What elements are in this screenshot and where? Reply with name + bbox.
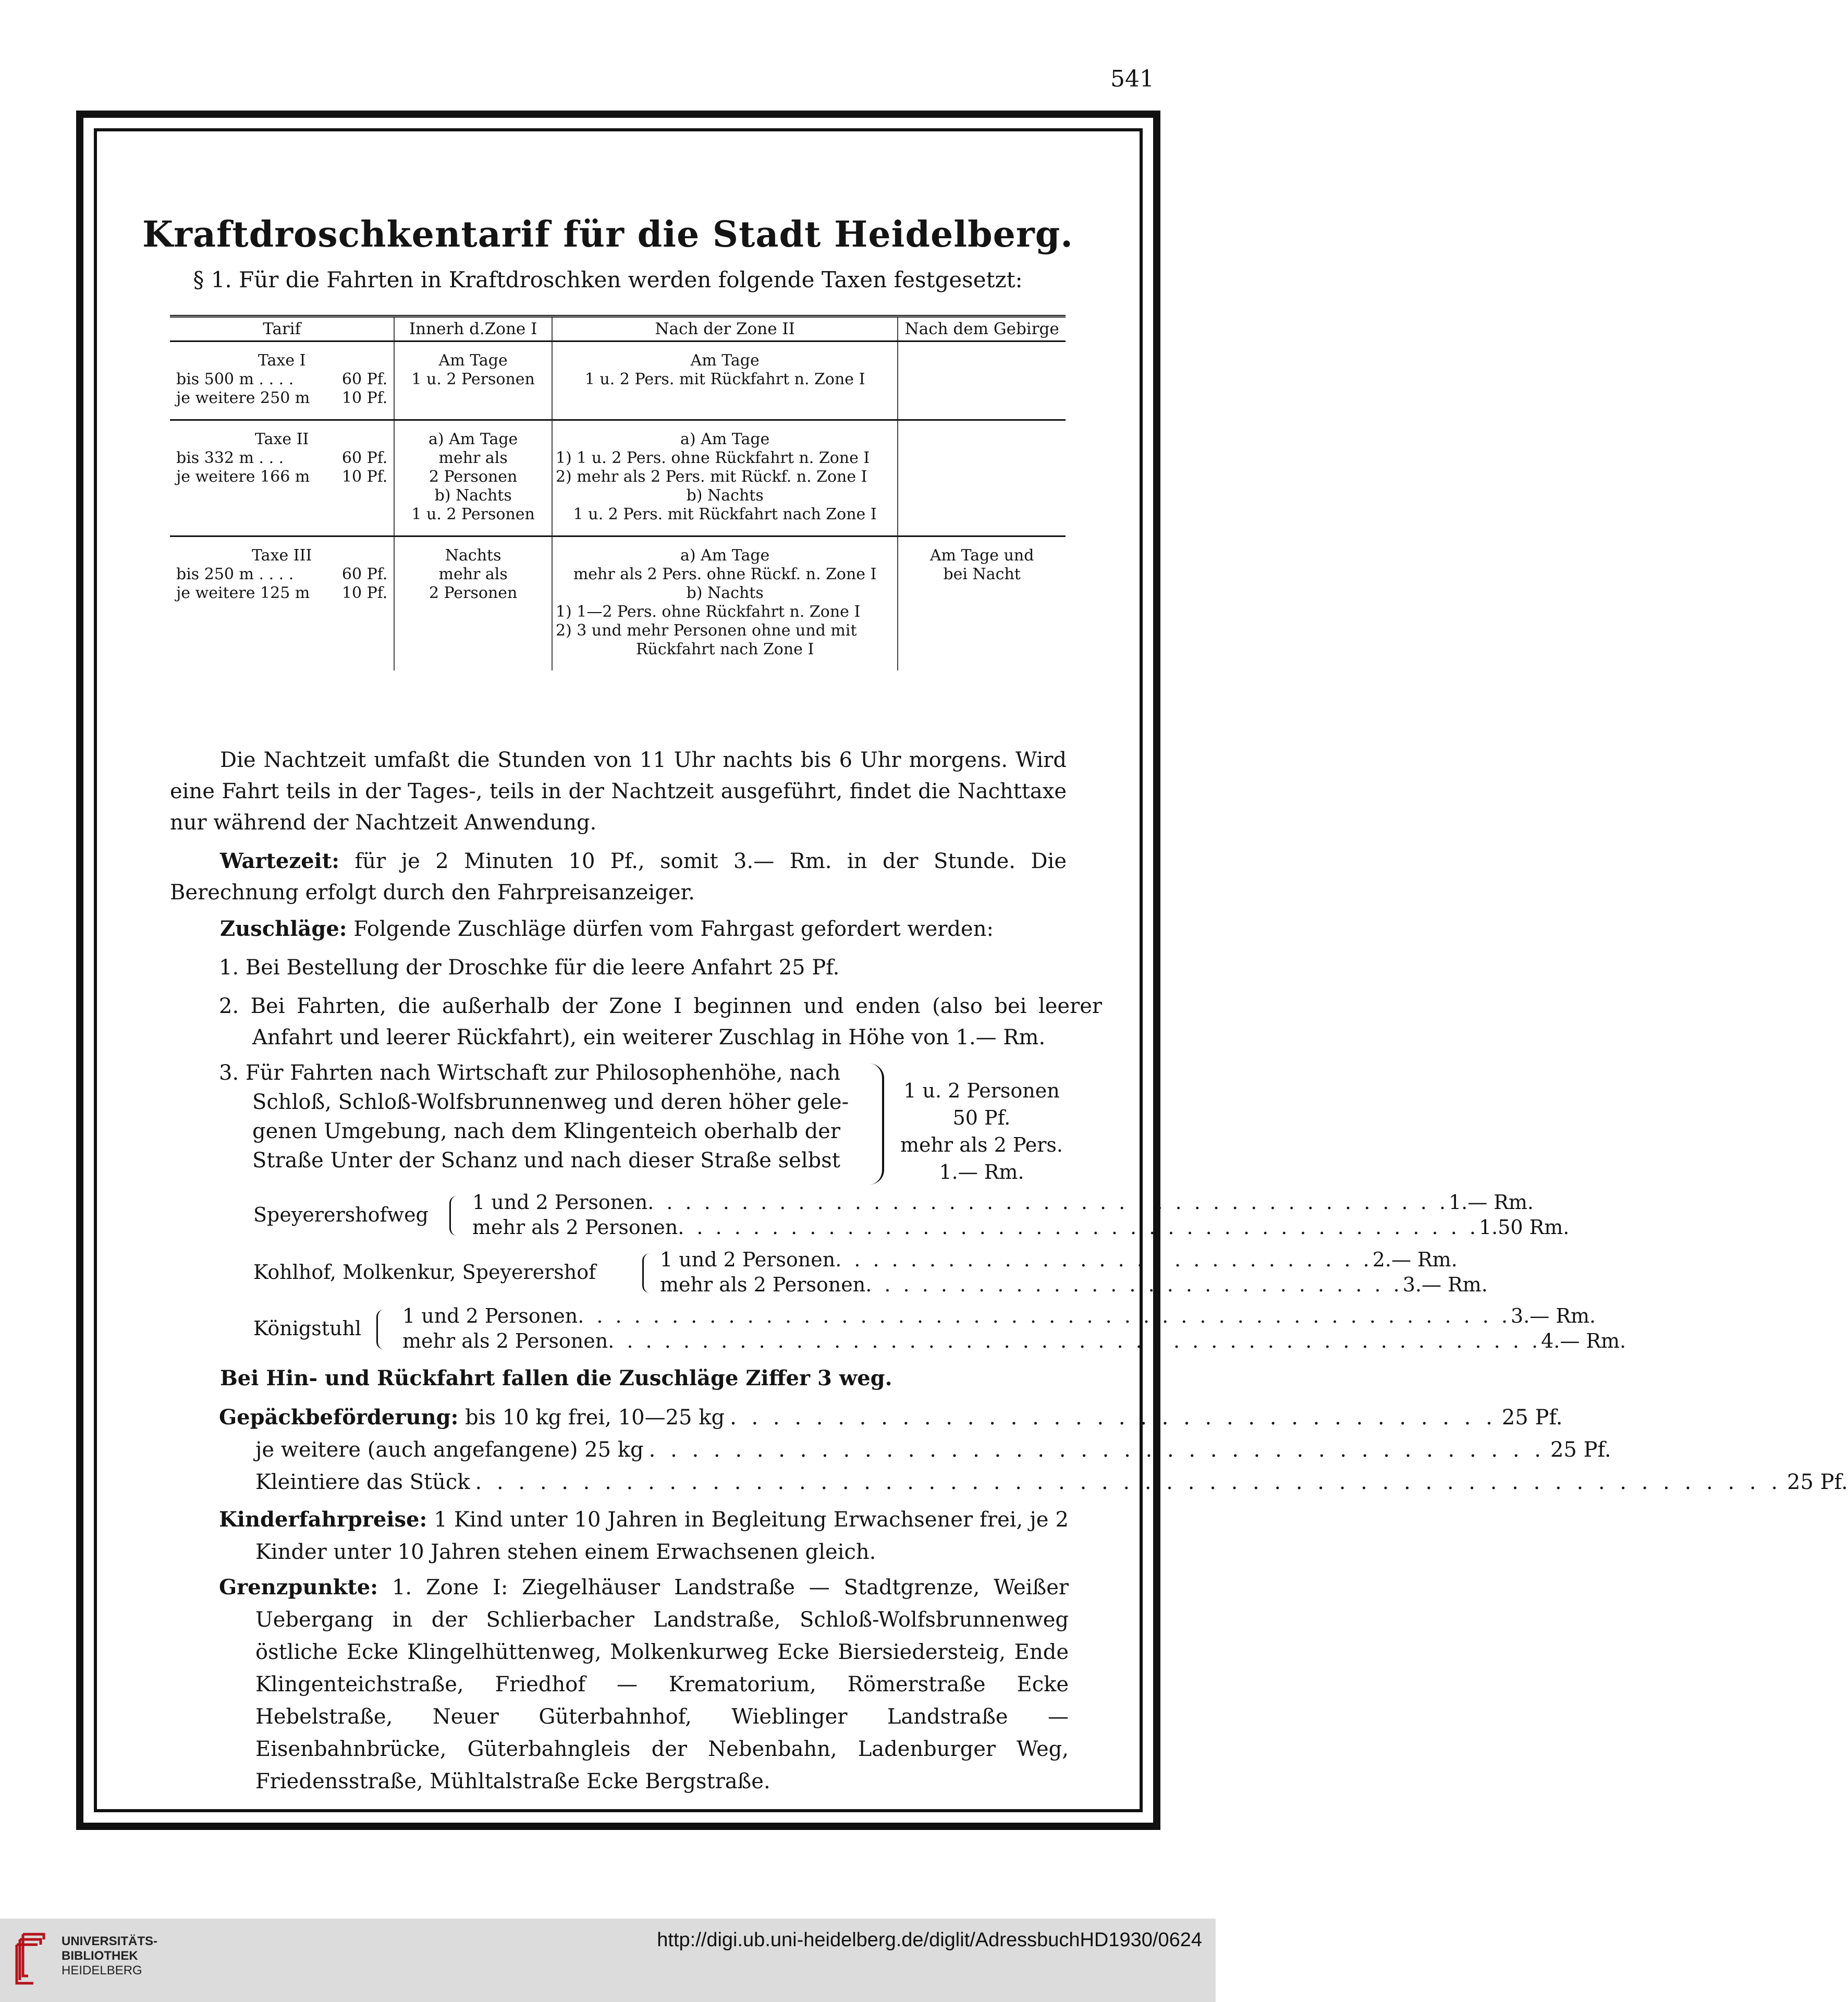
surcharge-item-2: 2. Bei Fahrten, die außerhalb der Zone I beginnen und enden (also bei leerer Anfahrt und leerer Rückfahrt), ein weiterer Zuschlag in Höhe von 1.— Rm. xyxy=(219,994,1102,1049)
surcharge-row: 1 und 2 Personen . . . . . . . . . . . . . . . . . . . . . . . . . . . . . . . . . . . . . . . . . . . . . . . . . . 3.— Rm. xyxy=(402,1304,1596,1327)
tarif-name: Taxe I xyxy=(258,351,306,370)
gebirge-cell: Am Tage und bei Nacht xyxy=(929,546,1034,583)
zone1-cell: Nachts mehr als 2 Personen xyxy=(394,536,552,671)
table-row xyxy=(170,536,1066,671)
library-logo-icon xyxy=(13,1924,54,1986)
surcharge-koenigstuhl xyxy=(253,1303,1626,1356)
luggage-label: Gepäckbeförderung: xyxy=(219,1405,459,1430)
header-zone1: Innerh d.Zone I xyxy=(394,316,552,341)
zone1-cell: a) Am Tage mehr als 2 Personen b) Nachts 1 u. 2 Personen xyxy=(394,420,552,536)
page-number: 541 xyxy=(1110,66,1154,92)
header-zone2: Nach der Zone II xyxy=(552,316,898,341)
dot-leader: . . . . . . . . . . . . . . . . . . . . . . . . . . . . . . . . . . . . . . . . . . xyxy=(648,1438,1545,1462)
tariff-table-header-row xyxy=(170,316,1066,341)
surcharge-item-3-prices: 1 u. 2 Personen 50 Pf. mehr als 2 Pers. 1.— Rm. xyxy=(900,1079,1063,1183)
tarif-line: bis 250 m . . . . 60 Pf. xyxy=(176,565,388,583)
surcharge-row: mehr als 2 Personen . . . . . . . . . . . . . . . . . . . . . . . . . . . . . 3.— Rm. xyxy=(660,1273,1488,1296)
night-time-paragraph: Die Nachtzeit umfaßt die Stunden von 11 Uhr nachts bis 6 Uhr morgens. Wird eine Fahrt teils in der Tages-, teils in der Nachtzeit ausgeführt, findet die Nachttaxe nur während der Nachtzeit Anwendung. xyxy=(170,748,1067,835)
gebirge-cell xyxy=(898,341,1066,420)
surcharge-kohlhof xyxy=(253,1247,1488,1299)
surcharges-heading xyxy=(170,913,1067,945)
tarif-cell xyxy=(170,341,394,420)
luggage-section xyxy=(219,1401,1848,1498)
waiting-label: Wartezeit: xyxy=(220,849,339,873)
surcharge-row: 1 und 2 Personen . . . . . . . . . . . . . . . . . . . . . . . . . . . . . . . . . . . . . . . . . . . 1.— Rm. xyxy=(472,1191,1534,1214)
waiting-time-paragraph xyxy=(170,846,1067,908)
children-text: 1 Kind unter 10 Jahren in Begleitung Erwachsener frei, je 2 Kinder unter 10 Jahren stehen einem Erwachsenen gleich. xyxy=(255,1508,1069,1564)
surcharge-label: Königstuhl xyxy=(253,1317,362,1340)
luggage-row: Gepäckbeförderung: bis 10 kg frei, 10—25 kg . . . . . . . . . . . . . . . . . . . . . . . . . . . . . . . . . . . . 25 Pf. xyxy=(219,1401,1069,1434)
surcharge-row: 1 und 2 Personen . . . . . . . . . . . . . . . . . . . . . . . . . . . . . 2.— Rm. xyxy=(660,1248,1458,1271)
dot-leader: . . . . . . . . . . . . . . . . . . . . . . . . . . . . . xyxy=(835,1248,1373,1271)
dot-leader: . . . . . . . . . . . . . . . . . . . . . . . . . . . . . . . . . . . . . . . . . . . . . . . . . . xyxy=(608,1329,1541,1352)
library-name: UNIVERSITÄTS- BIBLIOTHEK HEIDELBERG xyxy=(62,1934,158,1977)
surcharge-item-1: 1. Bei Bestellung der Droschke für die leere Anfahrt 25 Pf. xyxy=(219,956,840,980)
table-row xyxy=(170,420,1066,536)
waiting-text: für je 2 Minuten 10 Pf., somit 3.— Rm. in der Stunde. Die Berechnung erfolgt durch den Fahrpreisanzeiger. xyxy=(170,849,1067,905)
dot-leader: . . . . . . . . . . . . . . . . . . . . . . . . . . . . . . . . . . . . . . . . . . . . . . . . . . xyxy=(578,1304,1511,1327)
children-fares-paragraph xyxy=(219,1504,1069,1568)
zone2-cell: a) Am Tage 1) 1 u. 2 Pers. ohne Rückfahrt n. Zone I 2) mehr als 2 Pers. mit Rückf. n. Zone I b) Nachts 1 u. 2 Pers. mit Rückfahrt nach Zone I xyxy=(552,420,898,536)
surcharges-label: Zuschläge: xyxy=(220,917,347,941)
tarif-name: Taxe III xyxy=(252,546,312,565)
surcharge-row: mehr als 2 Personen . . . . . . . . . . . . . . . . . . . . . . . . . . . . . . . . . . . . . . . . . . . 1.50 Rm. xyxy=(472,1216,1570,1239)
tarif-name: Taxe II xyxy=(254,430,309,448)
dot-leader: . . . . . . . . . . . . . . . . . . . . . . . . . . . . . . . . . . . . xyxy=(730,1406,1497,1430)
tariff-table xyxy=(170,315,1066,670)
header-gebirge: Nach dem Gebirge xyxy=(898,316,1066,341)
boundary-text: 1. Zone I: Ziegelhäuser Landstraße — Stadtgrenze, Weißer Uebergang in der Schlierbacher Landstraße, Schloß-Wolfsbrunnenweg östliche Ecke Klingelhüttenweg, Molkenkurweg Ecke Biersiedersteig, Ende Klingenteichstraße, Friedhof — Krematorium, Römerstraße Ecke Hebelstraße, Neuer Güterbahnhof, Wieblinger Landstraße — Eisenbahnbrücke, Güterbahngleis der Nebenbahn, Ladenburger Weg, Friedensstraße, Mühltalstraße Ecke Bergstraße. xyxy=(255,1576,1069,1793)
table-row xyxy=(170,341,1066,420)
surcharge-item-3-text: 3. Für Fahrten nach Wirtschaft zur Philosophenhöhe, nach Schloß, Schloß-Wolfsbrunnenweg und deren höher gele- genen Umgebung, nach dem Klingenteich oberhalb der Straße Unter der Schanz und nach dieser Straße selbst xyxy=(219,1061,849,1173)
left-brace xyxy=(376,1310,385,1349)
luggage-row: je weitere (auch angefangene) 25 kg . . . . . . . . . . . . . . . . . . . . . . . . . . . . . . . . . . . . . . . . . . 25 Pf. xyxy=(219,1434,1069,1466)
dot-leader: . . . . . . . . . . . . . . . . . . . . . . . . . . . . . . . . . . . . . . . . . . . . . . . . . . . . . . . . . . . . . xyxy=(475,1470,1782,1494)
dot-leader: . . . . . . . . . . . . . . . . . . . . . . . . . . . . . . . . . . . . . . . . . . . xyxy=(647,1191,1449,1214)
tarif-line: bis 500 m . . . . 60 Pf. xyxy=(176,370,388,388)
left-brace xyxy=(449,1196,458,1236)
luggage-row: Kleintiere das Stück . . . . . . . . . . . . . . . . . . . . . . . . . . . . . . . . . . . . . . . . . . . . . . . . . . . . . . . . . . . . . 25 Pf. xyxy=(219,1466,1069,1498)
surcharge-note: Bei Hin- und Rückfahrt fallen die Zuschläge Ziffer 3 weg. xyxy=(220,1366,892,1390)
children-label: Kinderfahrpreise: xyxy=(219,1507,427,1532)
boundary-points-paragraph xyxy=(219,1571,1069,1798)
surcharges-text: Folgende Zuschläge dürfen vom Fahrgast gefordert werden: xyxy=(347,917,994,941)
intro-paragraph: § 1. Für die Fahrten in Kraftdroschken werden folgende Taxen festgesetzt: xyxy=(193,267,1023,292)
zone2-cell: a) Am Tage mehr als 2 Pers. ohne Rückf. n. Zone I b) Nachts 1) 1—2 Pers. ohne Rückfahrt n. Zone I 2) 3 und mehr Personen ohne und mit Rückfahrt nach Zone I xyxy=(552,536,898,671)
tarif-cell xyxy=(170,420,394,536)
right-brace xyxy=(870,1064,884,1185)
gebirge-cell xyxy=(898,420,1066,536)
tarif-line: bis 332 m . . . 60 Pf. xyxy=(176,449,388,467)
left-brace xyxy=(642,1253,651,1293)
surcharge-label: Speyerershofweg xyxy=(253,1203,429,1226)
zone1-cell: Am Tage 1 u. 2 Personen xyxy=(394,341,552,420)
tarif-line: je weitere 125 m 10 Pf. xyxy=(176,584,388,602)
tarif-line: je weitere 250 m 10 Pf. xyxy=(176,389,388,407)
dot-leader: . . . . . . . . . . . . . . . . . . . . . . . . . . . . . . . . . . . . . . . . . . . xyxy=(678,1216,1479,1239)
surcharge-label: Kohlhof, Molkenkur, Speyerershof xyxy=(253,1261,596,1284)
tarif-cell xyxy=(170,536,394,671)
source-url-link[interactable]: http://digi.ub.uni-heidelberg.de/diglit/AdressbuchHD1930/0624 xyxy=(657,1929,1202,1951)
tarif-line: je weitere 166 m 10 Pf. xyxy=(176,468,388,486)
boundary-label: Grenzpunkte: xyxy=(219,1575,378,1600)
surcharge-speyerershofweg xyxy=(253,1190,1570,1242)
zone2-cell: Am Tage 1 u. 2 Pers. mit Rückfahrt n. Zone I xyxy=(552,341,898,420)
dot-leader: . . . . . . . . . . . . . . . . . . . . . . . . . . . . . xyxy=(865,1273,1403,1296)
surcharge-row: mehr als 2 Personen . . . . . . . . . . . . . . . . . . . . . . . . . . . . . . . . . . . . . . . . . . . . . . . . . . 4.— Rm. xyxy=(402,1329,1626,1352)
document-title: Kraftdroschkentarif für die Stadt Heidelberg. xyxy=(142,214,1073,255)
header-tarif: Tarif xyxy=(170,316,394,341)
